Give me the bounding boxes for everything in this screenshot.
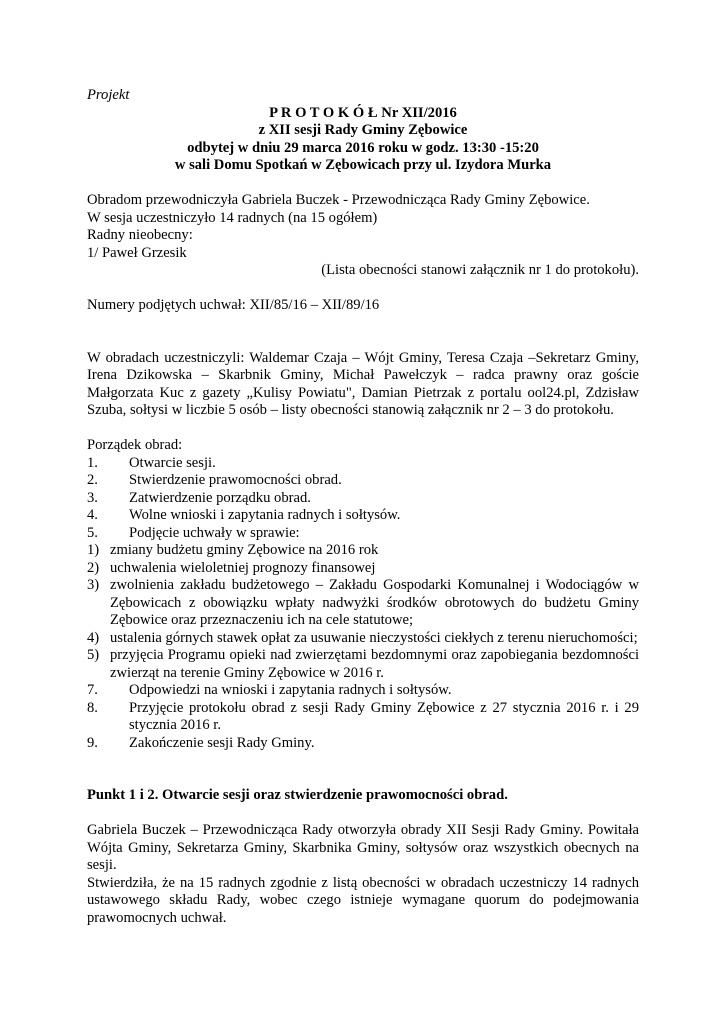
agenda-item-text: Wolne wnioski i zapytania radnych i sołtysów. [129, 507, 401, 523]
agenda-item [87, 490, 639, 508]
agenda-subitem-text: zwolnienia zakładu budżetowego – Zakładu Gospodarki Komunalnej i Wodociągów w Zębowicach z obowiązku wpłaty nadwyżki środków obrotowych do budżetu Gminy Zębowice oraz przeznaczeniu ich na cele statutowe; [110, 577, 639, 628]
agenda-item [87, 472, 639, 490]
agenda-subitem-number: 4) [87, 629, 100, 646]
agenda-item-number: 4. [87, 507, 98, 523]
attendance-count: W sesja uczestniczyło 14 radnych (na 15 ogółem) [87, 209, 378, 226]
agenda-subitem [87, 630, 639, 648]
agenda-item [87, 507, 639, 525]
title-line: w sali Domu Spotkań w Zębowicach przy ul. Izydora Murka [174, 157, 552, 173]
agenda-subitem-number: 5) [87, 647, 100, 663]
agenda-subitem-number: 1) [87, 542, 100, 558]
agenda-item-number: 9. [87, 734, 98, 751]
agenda-item-text: Podjęcie uchwały w sprawie: [129, 524, 300, 541]
agenda-item [87, 455, 639, 473]
agenda-subitem-text: zmiany budżetu gminy Zębowice na 2016 rok [110, 542, 379, 558]
agenda-subitem-text: uchwalenia wieloletniej prognozy finansowej [110, 559, 376, 576]
absent-member: 1/ Paweł Grzesik [87, 244, 187, 261]
opening-paragraph: Gabriela Buczek – Przewodnicząca Rady otworzyła obrady XII Sesji Rady Gminy. Powitała Wójta Gminy, Sekretarza Gminy, Skarbnika Gminy, sołtysów oraz wszystkich obecnych na sesji. [87, 822, 639, 873]
agenda-list [87, 455, 639, 753]
agenda-item-number: 7. [87, 682, 98, 698]
agenda-item [87, 700, 639, 735]
agenda-subitem [87, 560, 639, 578]
agenda-subitem-text: ustalenia górnych stawek opłat za usuwanie nieczystości ciekłych z terenu nieruchomości; [110, 629, 638, 646]
agenda-item-number: 2. [87, 472, 98, 488]
agenda-item-number: 1. [87, 454, 98, 471]
agenda-subitem [87, 577, 639, 630]
title-line: P R O T O K Ó Ł Nr XII/2016 [269, 104, 457, 121]
resolution-numbers: Numery podjętych uchwał: XII/85/16 – XII/89/16 [87, 297, 380, 313]
agenda-item-number: 3. [87, 489, 98, 506]
attendance-note: (Lista obecności stanowi załącznik nr 1 do protokołu). [321, 262, 639, 278]
agenda-item [87, 682, 639, 700]
agenda-item-number: 8. [87, 699, 98, 716]
agenda-item-text: Zatwierdzenie porządku obrad. [129, 489, 311, 506]
participants-paragraph: W obradach uczestniczyli: Waldemar Czaja – Wójt Gminy, Teresa Czaja –Sekretarz Gminy, Irena Dzikowska – Skarbnik Gminy, Michał Pawełczyk – radca prawny oraz goście Małgorzata Kuc z gazety „Kulisy Powiatu", Damian Pietrzak z portalu ool24.pl, Zdzisław Szuba, sołtysi w liczbie 5 osób – listy obecności stanowią załącznik nr 2 – 3 do protokołu. [87, 349, 639, 418]
agenda-item-text: Zakończenie sesji Rady Gminy. [129, 734, 315, 751]
document-title [87, 105, 639, 175]
agenda-subitem-text: przyjęcia Programu opieki nad zwierzętami bezdomnymi oraz zapobiegania bezdomności zwierząt na terenie Gminy Zębowice w 2016 r. [110, 647, 639, 681]
title-line: z XII sesji Rady Gminy Zębowice [258, 122, 468, 138]
agenda-title: Porządek obrad: [87, 437, 183, 453]
agenda-item [87, 525, 639, 543]
agenda-item [87, 735, 639, 753]
section-heading: Punkt 1 i 2. Otwarcie sesji oraz stwierdzenie prawomocności obrad. [87, 787, 508, 803]
quorum-paragraph: Stwierdziła, że na 15 radnych zgodnie z listą obecności w obradach uczestniczy 14 radnych ustawowego składu Rady, wobec czego istnieje wymagane quorum do podejmowania prawomocnych uchwał. [87, 874, 639, 926]
agenda-subitem-number: 2) [87, 559, 100, 576]
document-body [87, 87, 639, 927]
agenda-item-text: Otwarcie sesji. [129, 454, 216, 471]
chair-line: Obradom przewodniczyła Gabriela Buczek - Przewodnicząca Rady Gminy Zębowice. [87, 192, 590, 208]
agenda-subitem [87, 647, 639, 682]
agenda-item-number: 5. [87, 524, 98, 541]
agenda-item-text: Odpowiedzi na wnioski i zapytania radnych i sołtysów. [129, 682, 452, 698]
agenda-item-text: Stwierdzenie prawomocności obrad. [129, 472, 342, 488]
projekt-label: Projekt [87, 87, 130, 103]
absent-label: Radny nieobecny: [87, 227, 193, 243]
agenda-item-text: Przyjęcie protokołu obrad z sesji Rady Gminy Zębowice z 27 stycznia 2016 r. i 29 stycznia 2016 r. [129, 699, 639, 733]
agenda-subitem [87, 542, 639, 560]
agenda-subitem-number: 3) [87, 577, 100, 593]
title-line: odbytej w dniu 29 marca 2016 roku w godz. 13:30 -15:20 [187, 139, 539, 156]
